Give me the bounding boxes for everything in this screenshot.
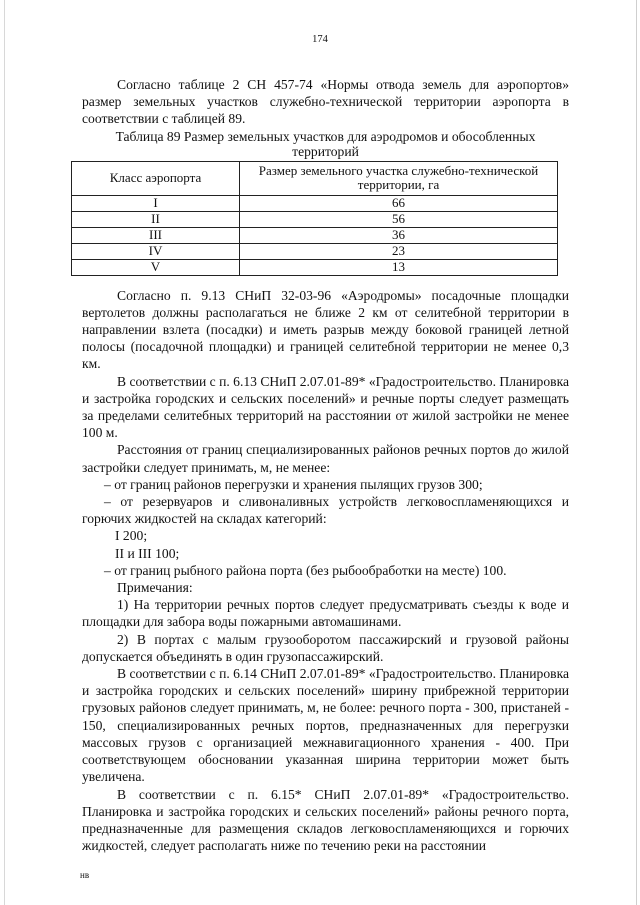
paragraph-distances: Расстояния от границ специализированных районов речных портов до жилой застройки следует принимать, м, не менее: xyxy=(82,442,569,475)
table-row xyxy=(72,195,558,211)
header-airport-class: Класс аэропорта xyxy=(72,161,240,195)
category-i: I 200; xyxy=(115,528,148,544)
list-item-fishing-area: – от границ рыбного района порта (без рыбообработки на месте) 100. xyxy=(104,562,507,578)
cell-class: I xyxy=(72,195,240,211)
footer-mark: нв xyxy=(80,870,90,880)
paragraph-coastal-width: В соответствии с п. 6.14 СНиП 2.07.01-89* «Градостроительство. Планировка и застройка городских и сельских поселений» ширину прибрежной территории грузовых районов следует принимать, м, не более: речного порта - 300, пристаней - 150, специализированных речных портов, предназначенных для перегрузки массовых грузов с организацией межнавигационного хранения - 400. При соответствующем обосновании указанная ширина территории может быть увеличена. xyxy=(82,666,570,785)
header-land-size: Размер земельного участка служебно-технической территории, га xyxy=(240,161,558,195)
category-ii-iii: II и III 100; xyxy=(115,545,180,561)
intro-paragraph: Согласно таблице 2 СН 457-74 «Нормы отвода земель для аэропортов» размер земельных участков служебно-технической территории аэропорта в соответствии с таблицей 89. xyxy=(82,77,569,127)
cell-size: 56 xyxy=(240,211,558,227)
scan-edge-right xyxy=(636,0,637,905)
cell-size: 23 xyxy=(240,243,558,259)
cell-size: 36 xyxy=(240,227,558,243)
airport-class-table xyxy=(71,161,558,276)
table-header-row xyxy=(72,161,558,195)
paragraph-river-ports: В соответствии с п. 6.13 СНиП 2.07.01-89* «Градостроительство. Планировка и застройка городских и сельских поселений» и речные порты следует размещать за пределами селитебных территорий на расстоянии от жилой застройки не менее 100 м. xyxy=(82,373,570,441)
notes-title: Примечания: xyxy=(117,580,193,596)
table-row xyxy=(72,243,558,259)
cell-class: IV xyxy=(72,243,240,259)
spacer xyxy=(82,276,569,287)
cell-size: 13 xyxy=(240,259,558,275)
page-content xyxy=(82,76,569,854)
table-row xyxy=(72,227,558,243)
list-item-reservoirs: – от резервуаров и сливоналивных устройств легковоспламеняющихся и горючих жидкостей на складах категорий: xyxy=(82,494,569,527)
cell-size: 66 xyxy=(240,195,558,211)
cell-class: V xyxy=(72,259,240,275)
note-1: 1) На территории речных портов следует предусматривать съезды к воде и площадки для забора воды пожарными автомашинами. xyxy=(82,597,569,630)
paragraph-aerodromes: Согласно п. 9.13 СНиП 32-03-96 «Аэродромы» посадочные площадки вертолетов должны располагаться не ближе 2 км от селитебной территории в направлении взлета (посадки) и иметь разрыв между боковой границей летной полосы (посадочной площадки) и границей селитебной территории не менее 0,3 км. xyxy=(82,287,569,372)
table-row xyxy=(72,211,558,227)
paragraph-fuel-storage: В соответствии с п. 6.15* СНиП 2.07.01-89* «Градостроительство. Планировка и застройка городских и сельских поселений» районы речного порта, предназначенные для размещения складов легковоспламеняющихся и горючих жидкостей, следует располагать ниже по течению реки на расстоянии xyxy=(82,786,569,854)
table-row xyxy=(72,259,558,275)
note-2: 2) В портах с малым грузооборотом пассажирский и грузовой районы допускается объединять в один грузопассажирский. xyxy=(82,631,569,664)
list-item-dusty-cargo: – от границ районов перегрузки и хранения пылящих грузов 300; xyxy=(104,476,483,492)
page-number: 174 xyxy=(312,34,328,45)
table-caption: Таблица 89 Размер земельных участков для аэродромов и обособленных территорий xyxy=(115,128,536,160)
cell-class: II xyxy=(72,211,240,227)
cell-class: III xyxy=(72,227,240,243)
scan-edge-left xyxy=(4,0,5,905)
